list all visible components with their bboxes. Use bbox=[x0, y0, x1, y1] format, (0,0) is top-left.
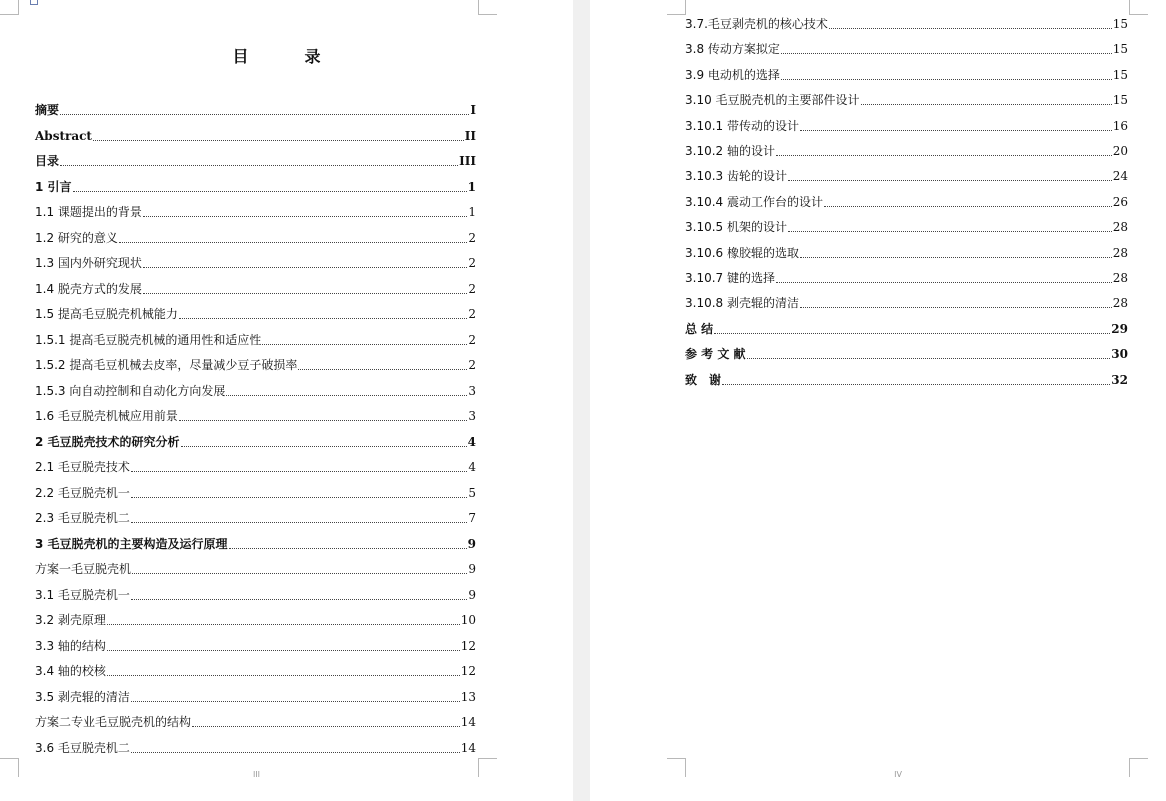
toc-entry-label: 1.3 国内外研究现状 bbox=[35, 256, 142, 270]
toc-dot-leader bbox=[73, 191, 467, 192]
toc-dot-leader bbox=[131, 701, 460, 702]
toc-dot-leader bbox=[119, 242, 467, 243]
toc-entry[interactable] bbox=[685, 317, 1128, 337]
toc-entry[interactable] bbox=[685, 291, 1128, 311]
toc-dot-leader bbox=[143, 293, 467, 294]
toc-entry-page-number: 15 bbox=[1112, 93, 1128, 108]
toc-entry[interactable] bbox=[35, 302, 476, 322]
toc-entry[interactable] bbox=[35, 634, 476, 654]
toc-entry-label: 2.1 毛豆脱壳技术 bbox=[35, 460, 130, 474]
toc-entry-page-number: 9 bbox=[468, 587, 476, 602]
toc-dot-leader bbox=[107, 650, 460, 651]
toc-entry-label: 目录 bbox=[35, 154, 60, 168]
toc-dot-leader bbox=[143, 216, 467, 217]
toc-entry-label: 3.10.1 带传动的设计 bbox=[685, 118, 799, 133]
page-number-footer: IV bbox=[894, 770, 902, 779]
toc-entry-label: 3 毛豆脱壳机的主要构造及运行原理 bbox=[35, 536, 228, 551]
toc-entry-label: 3.5 剥壳辊的清洁 bbox=[35, 689, 130, 704]
toc-dot-leader bbox=[179, 318, 467, 319]
toc-entry-page-number: 3 bbox=[468, 409, 476, 423]
toc-entry[interactable] bbox=[35, 583, 476, 603]
toc-entry-page-number: 2 bbox=[468, 332, 476, 347]
toc-entry[interactable] bbox=[35, 175, 476, 195]
toc-entry-page-number: 9 bbox=[467, 536, 476, 551]
toc-entry-page-number: 2 bbox=[468, 307, 476, 321]
toc-entry[interactable] bbox=[685, 342, 1128, 362]
toc-entry-page-number: 28 bbox=[1112, 296, 1128, 311]
toc-dot-leader bbox=[131, 599, 467, 600]
toc-dot-leader bbox=[60, 165, 458, 166]
toc-entry-page-number: 28 bbox=[1112, 271, 1128, 285]
toc-dot-leader bbox=[131, 497, 467, 498]
toc-dot-leader bbox=[788, 231, 1112, 232]
toc-dot-leader bbox=[229, 548, 467, 549]
toc-entry[interactable] bbox=[685, 368, 1128, 388]
toc-entry[interactable] bbox=[35, 149, 476, 169]
toc-entry-label: 3.9 电动机的选择 bbox=[685, 67, 780, 82]
toc-entry-label: 方案一毛豆脱壳机 bbox=[35, 562, 132, 576]
toc-entry[interactable] bbox=[685, 215, 1128, 235]
toc-entry-page-number: 10 bbox=[460, 613, 476, 627]
toc-entry-page-number: 13 bbox=[460, 689, 476, 704]
toc-entry[interactable] bbox=[685, 114, 1128, 134]
toc-entry-label: 方案二专业毛豆脱壳机的结构 bbox=[35, 715, 192, 729]
toc-entry-label: 3.10.4 震动工作台的设计 bbox=[685, 194, 823, 209]
toc-entry[interactable] bbox=[35, 557, 476, 577]
toc-dot-leader bbox=[60, 114, 469, 115]
toc-entry-page-number: 2 bbox=[468, 281, 476, 296]
toc-dot-leader bbox=[226, 395, 467, 396]
toc-entry[interactable] bbox=[685, 164, 1128, 184]
toc-entry-page-number: 15 bbox=[1112, 67, 1128, 82]
toc-dot-leader bbox=[93, 140, 464, 141]
toc-entry[interactable] bbox=[35, 710, 476, 730]
toc-entry-label: 3.10.2 轴的设计 bbox=[685, 144, 775, 158]
toc-entry[interactable] bbox=[685, 37, 1128, 57]
toc-entry-page-number: 26 bbox=[1112, 194, 1128, 209]
toc-dot-leader bbox=[132, 573, 467, 574]
toc-entry-label: 总 结 bbox=[685, 321, 714, 336]
toc-entry[interactable] bbox=[35, 251, 476, 271]
toc-entry-page-number: 9 bbox=[468, 562, 476, 576]
toc-entry[interactable] bbox=[35, 98, 476, 118]
toc-dot-leader bbox=[179, 420, 467, 421]
toc-entry[interactable] bbox=[35, 353, 476, 373]
toc-entry-page-number: 2 bbox=[468, 230, 476, 245]
toc-entry-page-number: 14 bbox=[460, 740, 476, 755]
toc-dot-leader bbox=[776, 282, 1112, 283]
toc-entry-label: 3.10.6 橡胶辊的选取 bbox=[685, 245, 799, 260]
toc-dot-leader bbox=[800, 130, 1112, 131]
toc-dot-leader bbox=[824, 206, 1112, 207]
toc-entry-label: 1.5.3 向自动控制和自动化方向发展 bbox=[35, 383, 226, 398]
toc-entry-page-number: 2 bbox=[468, 358, 476, 372]
toc-entry-label: 3.10.5 机架的设计 bbox=[685, 220, 787, 235]
document-page-right bbox=[590, 0, 1166, 801]
toc-entry-label: 1.4 脱壳方式的发展 bbox=[35, 281, 142, 296]
toc-entry[interactable] bbox=[35, 277, 476, 297]
toc-entry-label: 3.8 传动方案拟定 bbox=[685, 42, 780, 57]
toc-entry-page-number: 5 bbox=[468, 485, 476, 500]
text-cursor-marker bbox=[30, 0, 38, 5]
toc-entry-label: 摘要 bbox=[35, 103, 60, 117]
toc-entry-label: 3.6 毛豆脱壳机二 bbox=[35, 740, 130, 755]
toc-entry-page-number: 4 bbox=[467, 434, 476, 449]
toc-dot-leader bbox=[800, 307, 1112, 308]
toc-entry[interactable] bbox=[685, 63, 1128, 83]
toc-entry-label: 3.1 毛豆脱壳机一 bbox=[35, 587, 130, 602]
toc-entry-label: 3.10.7 键的选择 bbox=[685, 271, 775, 285]
toc-entry-label: 1.1 课题提出的背景 bbox=[35, 205, 142, 219]
toc-entry[interactable] bbox=[35, 532, 476, 552]
document-page-left bbox=[0, 0, 573, 801]
toc-entry-page-number: 12 bbox=[460, 664, 476, 678]
toc-dot-leader bbox=[788, 180, 1112, 181]
toc-entry-label: 1.6 毛豆脱壳机械应用前景 bbox=[35, 409, 178, 423]
toc-dot-leader bbox=[131, 471, 467, 472]
toc-entry-label: 3.10.8 剥壳辊的清洁 bbox=[685, 296, 799, 311]
toc-entry-label: 1.2 研究的意义 bbox=[35, 230, 118, 245]
toc-entry-page-number: 1 bbox=[468, 205, 476, 219]
toc-entry-page-number: 29 bbox=[1111, 321, 1128, 336]
toc-entry-label: 1.5.2 提高毛豆机械去皮率，尽量减少豆子破损率 bbox=[35, 358, 298, 372]
toc-dot-leader bbox=[298, 369, 467, 370]
toc-entry[interactable] bbox=[35, 608, 476, 628]
toc-entry-label: 2 毛豆脱壳技术的研究分析 bbox=[35, 434, 180, 449]
toc-entry-page-number: 28 bbox=[1112, 245, 1128, 260]
toc-entry-page-number: 4 bbox=[468, 460, 476, 474]
toc-entry-label: 3.7.毛豆剥壳机的核心技术 bbox=[685, 17, 828, 31]
toc-entry-page-number: 2 bbox=[468, 256, 476, 270]
toc-entry-page-number: 15 bbox=[1112, 42, 1128, 57]
toc-entry-page-number: II bbox=[464, 128, 476, 143]
toc-dot-leader bbox=[800, 257, 1112, 258]
toc-entry-page-number: 28 bbox=[1112, 220, 1128, 235]
crop-mark bbox=[478, 0, 497, 15]
crop-mark bbox=[667, 0, 686, 15]
toc-entry-page-number: 1 bbox=[467, 179, 476, 194]
toc-entry-label: 2.3 毛豆脱壳机二 bbox=[35, 511, 130, 525]
toc-entry-label: 3.4 轴的校核 bbox=[35, 664, 106, 678]
toc-entry-label: 3.10 毛豆脱壳机的主要部件设计 bbox=[685, 93, 860, 108]
toc-entry[interactable] bbox=[35, 481, 476, 501]
toc-entry[interactable] bbox=[35, 685, 476, 705]
toc-dot-leader bbox=[262, 344, 467, 345]
toc-entry-label: 参 考 文 献 bbox=[685, 347, 746, 362]
toc-dot-leader bbox=[747, 358, 1111, 359]
toc-entry[interactable] bbox=[35, 379, 476, 399]
toc-entry-page-number: 32 bbox=[1111, 372, 1128, 387]
crop-mark bbox=[0, 0, 19, 15]
toc-entry[interactable] bbox=[685, 266, 1128, 286]
toc-entry-label: 3.10.3 齿轮的设计 bbox=[685, 169, 787, 184]
toc-dot-leader bbox=[829, 28, 1112, 29]
toc-entry-page-number: 16 bbox=[1112, 118, 1128, 133]
toc-dot-leader bbox=[192, 726, 460, 727]
toc-entry-label: 1.5 提高毛豆脱壳机械能力 bbox=[35, 307, 178, 321]
toc-entry[interactable] bbox=[35, 328, 476, 348]
toc-dot-leader bbox=[781, 53, 1112, 54]
toc-entry-page-number: 14 bbox=[460, 715, 476, 729]
toc-entry[interactable] bbox=[35, 124, 476, 144]
toc-entry[interactable] bbox=[685, 241, 1128, 261]
toc-dot-leader bbox=[143, 267, 467, 268]
toc-dot-leader bbox=[107, 675, 460, 676]
toc-dot-leader bbox=[781, 79, 1112, 80]
toc-dot-leader bbox=[776, 155, 1112, 156]
toc-entry-label: Abstract bbox=[35, 128, 92, 143]
toc-entry[interactable] bbox=[685, 190, 1128, 210]
toc-dot-leader bbox=[714, 333, 1110, 334]
toc-entry-page-number: 12 bbox=[460, 638, 476, 653]
crop-mark bbox=[1129, 0, 1148, 15]
toc-entry-label: 2.2 毛豆脱壳机一 bbox=[35, 485, 130, 500]
toc-entry[interactable] bbox=[685, 139, 1128, 159]
toc-dot-leader bbox=[131, 752, 460, 753]
toc-heading: 目 录 bbox=[232, 47, 341, 66]
toc-entry[interactable] bbox=[35, 736, 476, 756]
toc-entry-page-number: 3 bbox=[468, 383, 476, 398]
toc-entry[interactable] bbox=[35, 430, 476, 450]
toc-entry-page-number: 15 bbox=[1112, 17, 1128, 31]
toc-entry-label: 1 引言 bbox=[35, 179, 72, 194]
toc-entry-label: 致 谢 bbox=[685, 372, 722, 387]
toc-entry-page-number: III bbox=[459, 154, 476, 168]
toc-entry-page-number: 20 bbox=[1112, 144, 1128, 158]
toc-entry-label: 3.3 轴的结构 bbox=[35, 638, 106, 653]
toc-dot-leader bbox=[107, 624, 460, 625]
toc-dot-leader bbox=[861, 104, 1112, 105]
toc-entry-label: 3.2 剥壳原理 bbox=[35, 613, 106, 627]
toc-entry[interactable] bbox=[35, 659, 476, 679]
toc-entry[interactable] bbox=[35, 455, 476, 475]
toc-entry-page-number: 30 bbox=[1111, 347, 1128, 362]
toc-entry-page-number: I bbox=[470, 103, 476, 117]
toc-entry[interactable] bbox=[35, 200, 476, 220]
toc-dot-leader bbox=[722, 384, 1110, 385]
page-number-footer: III bbox=[252, 770, 261, 779]
toc-entry[interactable] bbox=[685, 12, 1128, 32]
toc-entry-page-number: 24 bbox=[1112, 169, 1128, 184]
toc-entry[interactable] bbox=[35, 506, 476, 526]
toc-entry[interactable] bbox=[35, 404, 476, 424]
toc-entry[interactable] bbox=[35, 226, 476, 246]
toc-dot-leader bbox=[181, 446, 467, 447]
toc-entry-page-number: 7 bbox=[468, 511, 476, 525]
toc-entry[interactable] bbox=[685, 88, 1128, 108]
toc-dot-leader bbox=[131, 522, 467, 523]
toc-entry-label: 1.5.1 提高毛豆脱壳机械的通用性和适应性 bbox=[35, 332, 262, 347]
